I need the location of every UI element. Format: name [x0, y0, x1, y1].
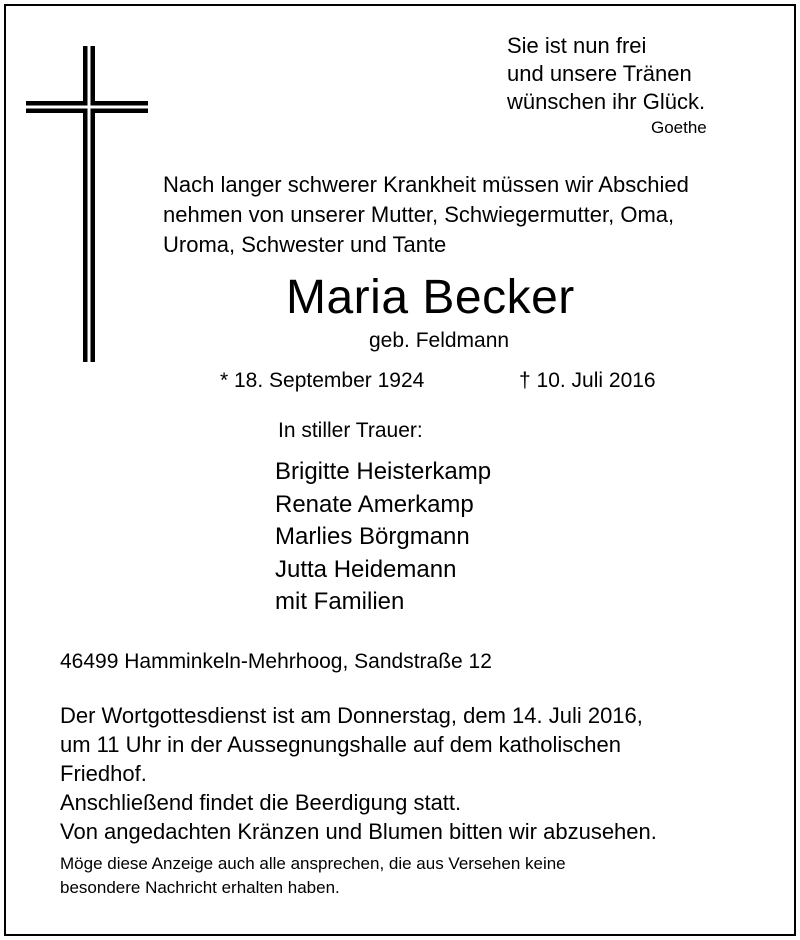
mourner-name: Jutta Heidemann: [275, 555, 457, 583]
deceased-name: Maria Becker: [286, 271, 575, 324]
mourning-label: In stiller Trauer:: [278, 419, 423, 442]
intro-line: Uroma, Schwester und Tante: [163, 232, 447, 257]
quote-author: Goethe: [651, 118, 707, 137]
service-line: Von angedachten Kränzen und Blumen bitten wir abzusehen.: [60, 819, 657, 844]
intro-text: [163, 170, 689, 260]
mourner-name: mit Familien: [275, 588, 405, 615]
mourner-name: Marlies Börgmann: [275, 523, 470, 550]
service-line: Anschließend findet die Beerdigung statt.: [60, 790, 462, 815]
birth-date: * 18. September 1924: [220, 369, 425, 392]
note-line: Möge diese Anzeige auch alle ansprechen, die aus Versehen keine: [60, 854, 566, 873]
service-info: [60, 701, 657, 846]
note-line: besondere Nachricht erhalten haben.: [60, 878, 340, 897]
service-line: um 11 Uhr in der Aussegnungshalle auf dem katholischen: [60, 732, 621, 757]
closing-note: [60, 852, 566, 900]
intro-line: nehmen von unserer Mutter, Schwiegermutter, Oma,: [163, 202, 675, 227]
service-line: Der Wortgottesdienst ist am Donnerstag, dem 14. Juli 2016,: [60, 703, 643, 728]
address: 46499 Hamminkeln-Mehrhoog, Sandstraße 12: [60, 650, 492, 673]
service-line: Friedhof.: [60, 761, 147, 786]
maiden-name: geb. Feldmann: [369, 329, 510, 352]
quote: [507, 32, 705, 116]
mourner-name: Brigitte Heisterkamp: [275, 458, 492, 485]
death-date: † 10. Juli 2016: [519, 369, 656, 392]
cross-icon: [26, 46, 148, 362]
mourner-list: [275, 456, 491, 619]
mourner-name: Renate Amerkamp: [275, 490, 474, 518]
quote-line: Sie ist nun frei: [507, 33, 647, 58]
quote-line: wünschen ihr Glück.: [507, 89, 706, 114]
intro-line: Nach langer schwerer Krankheit müssen wir Abschied: [163, 172, 689, 197]
quote-line: und unsere Tränen: [507, 61, 692, 86]
